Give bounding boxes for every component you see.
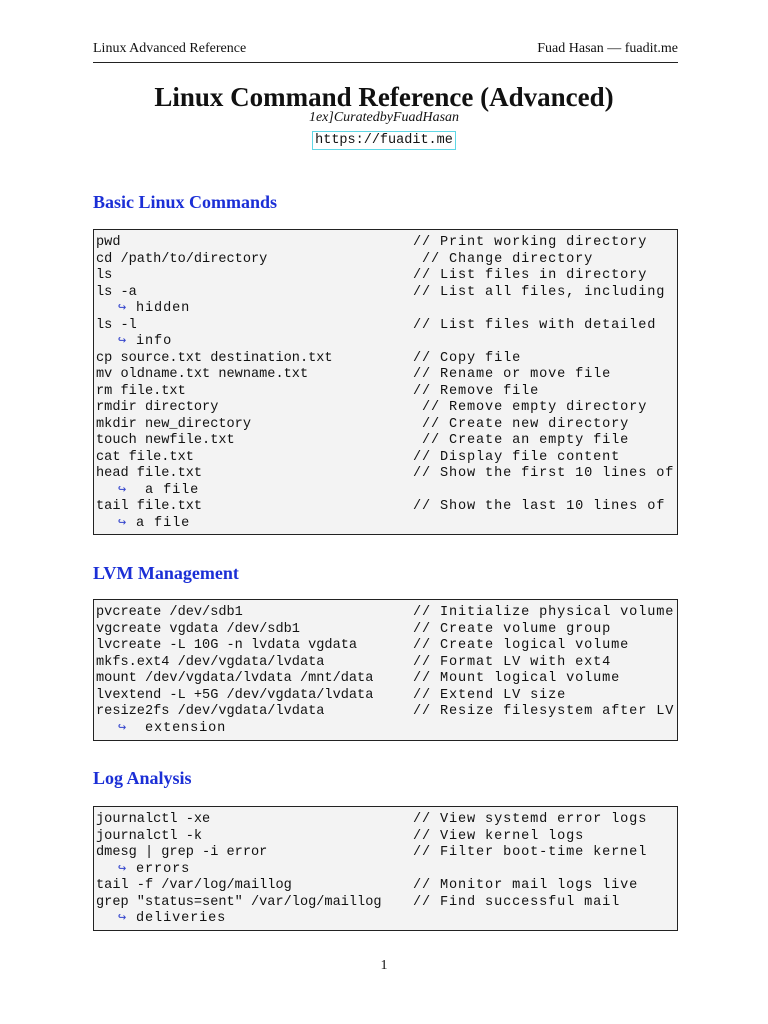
command-text: touch newfile.txt — [96, 433, 235, 448]
command-text: rmdir directory — [96, 400, 219, 415]
code-line — [96, 351, 677, 368]
continuation-text — [118, 516, 190, 533]
code-line-continuation — [96, 516, 677, 533]
continuation-word: errors — [136, 861, 191, 877]
command-comment: // Format LV with ext4 — [413, 654, 612, 670]
command-text: journalctl -xe — [96, 812, 211, 827]
code-line — [96, 384, 677, 401]
continuation-word: deliveries — [136, 911, 227, 926]
command-comment: // Create logical volume — [413, 638, 630, 653]
command-comment: // Mount logical volume — [413, 671, 621, 686]
code-line — [96, 252, 677, 269]
code-line — [96, 655, 677, 672]
code-line-continuation — [96, 911, 677, 928]
code-line — [96, 895, 677, 912]
command-comment: // Monitor mail logs live — [413, 878, 639, 893]
code-line — [96, 878, 677, 895]
command-comment: // List all files, including — [413, 284, 666, 300]
code-line-continuation — [96, 721, 677, 738]
command-comment: // Copy file — [413, 350, 522, 366]
code-line — [96, 704, 677, 721]
line-wrap-arrow-icon: ↪ — [118, 515, 128, 531]
line-wrap-arrow-icon: ↪ — [118, 861, 128, 877]
line-wrap-arrow-icon: ↪ — [118, 482, 128, 498]
code-line — [96, 235, 677, 252]
command-comment: // Extend LV size — [413, 687, 567, 703]
code-block-lvm-management — [93, 599, 678, 741]
command-comment: // Create volume group — [413, 621, 612, 637]
code-line — [96, 622, 677, 639]
url-wrapper — [0, 128, 768, 150]
command-comment: // Find successful mail — [413, 894, 621, 910]
code-line — [96, 845, 677, 862]
code-line — [96, 499, 677, 516]
command-text: cp source.txt destination.txt — [96, 350, 333, 366]
command-text: resize2fs /dev/vgdata/lvdata — [96, 704, 325, 719]
continuation-word: info — [136, 334, 173, 349]
code-line-continuation — [96, 862, 677, 879]
command-comment: // Remove empty directory — [413, 400, 648, 415]
command-comment: // Create new directory — [413, 416, 630, 432]
command-text: head file.txt — [96, 466, 203, 481]
code-line — [96, 285, 677, 302]
code-line-continuation — [96, 483, 677, 500]
header-right-text: Fuad Hasan — fuadit.me — [537, 41, 678, 56]
command-text: cat file.txt — [96, 449, 194, 465]
code-line — [96, 400, 677, 417]
code-line — [96, 318, 677, 335]
running-header — [93, 40, 678, 62]
code-line — [96, 466, 677, 483]
command-text: pvcreate /dev/sdb1 — [96, 605, 243, 620]
command-text: vgcreate vgdata /dev/sdb1 — [96, 621, 300, 637]
continuation-word: hidden — [136, 301, 191, 316]
code-line — [96, 417, 677, 434]
code-line — [96, 268, 677, 285]
continuation-word: extension — [136, 720, 227, 736]
command-comment: // Rename or move file — [413, 367, 612, 382]
header-left-text: Linux Advanced Reference — [93, 41, 247, 56]
command-comment: // Display file content — [413, 449, 621, 465]
command-text: ls — [96, 268, 113, 283]
command-comment: // Show the first 10 lines of — [413, 466, 675, 481]
line-wrap-arrow-icon: ↪ — [118, 301, 128, 316]
code-line — [96, 829, 677, 846]
command-text: tail file.txt — [96, 499, 203, 514]
continuation-text — [118, 862, 190, 879]
command-comment: // Create an empty file — [413, 433, 630, 448]
section-title-log-analysis: Log Analysis — [93, 768, 192, 788]
code-block-basic-linux-commands — [93, 229, 678, 535]
code-line — [96, 638, 677, 655]
page-number: 1 — [380, 958, 388, 973]
header-rule — [93, 62, 678, 63]
code-line — [96, 671, 677, 688]
continuation-text — [118, 334, 172, 351]
command-text: mkfs.ext4 /dev/vgdata/lvdata — [96, 654, 325, 670]
line-wrap-arrow-icon: ↪ — [118, 334, 128, 349]
code-line-continuation — [96, 301, 677, 318]
command-comment: // Filter boot-time kernel — [413, 845, 648, 860]
command-comment: // List files in directory — [413, 268, 648, 283]
command-text: pwd — [96, 235, 121, 250]
continuation-text — [118, 911, 226, 928]
continuation-text — [118, 301, 190, 318]
code-block-log-analysis — [93, 806, 678, 931]
document-subtitle: 1ex]CuratedbyFuadHasan — [308, 110, 460, 125]
command-text: mount /dev/vgdata/lvdata /mnt/data — [96, 671, 374, 686]
continuation-word: a file — [136, 515, 191, 531]
command-comment: // Remove file — [413, 383, 540, 399]
continuation-text — [118, 483, 199, 500]
code-line — [96, 688, 677, 705]
section-title-lvm-management: LVM Management — [93, 563, 239, 583]
command-text: mkdir new_directory — [96, 416, 251, 432]
code-line — [96, 605, 677, 622]
command-text: dmesg | grep -i error — [96, 845, 268, 860]
command-comment: // View systemd error logs — [413, 812, 648, 827]
command-text: lvextend -L +5G /dev/vgdata/lvdata — [96, 687, 374, 703]
section-title-basic-linux-commands: Basic Linux Commands — [93, 192, 278, 212]
command-text: tail -f /var/log/maillog — [96, 878, 292, 893]
line-wrap-arrow-icon: ↪ — [118, 720, 128, 736]
continuation-text — [118, 721, 226, 738]
command-text: mv oldname.txt newname.txt — [96, 367, 309, 382]
command-comment: // View kernel logs — [413, 828, 585, 844]
command-text: lvcreate -L 10G -n lvdata vgdata — [96, 638, 358, 653]
command-comment: // Print working directory — [413, 235, 648, 250]
command-comment: // List files with detailed — [413, 317, 657, 333]
code-line — [96, 367, 677, 384]
command-text: ls -l — [96, 317, 137, 333]
website-link[interactable]: https://fuadit.me — [312, 131, 456, 150]
code-line — [96, 433, 677, 450]
document-title: Linux Command Reference (Advanced) — [154, 82, 614, 112]
code-line — [96, 450, 677, 467]
command-text: grep "status=sent" /var/log/maillog — [96, 894, 382, 910]
line-wrap-arrow-icon: ↪ — [118, 911, 128, 926]
command-text: ls -a — [96, 284, 137, 300]
code-line — [96, 812, 677, 829]
command-comment: // Change directory — [413, 251, 594, 267]
command-comment: // Resize filesystem after LV — [413, 704, 675, 719]
command-text: rm file.txt — [96, 383, 186, 399]
command-text: journalctl -k — [96, 828, 203, 844]
command-text: cd /path/to/directory — [96, 251, 268, 267]
continuation-word: a file — [136, 482, 200, 498]
command-comment: // Show the last 10 lines of — [413, 499, 666, 514]
command-comment: // Initialize physical volume — [413, 605, 675, 620]
code-line-continuation — [96, 334, 677, 351]
